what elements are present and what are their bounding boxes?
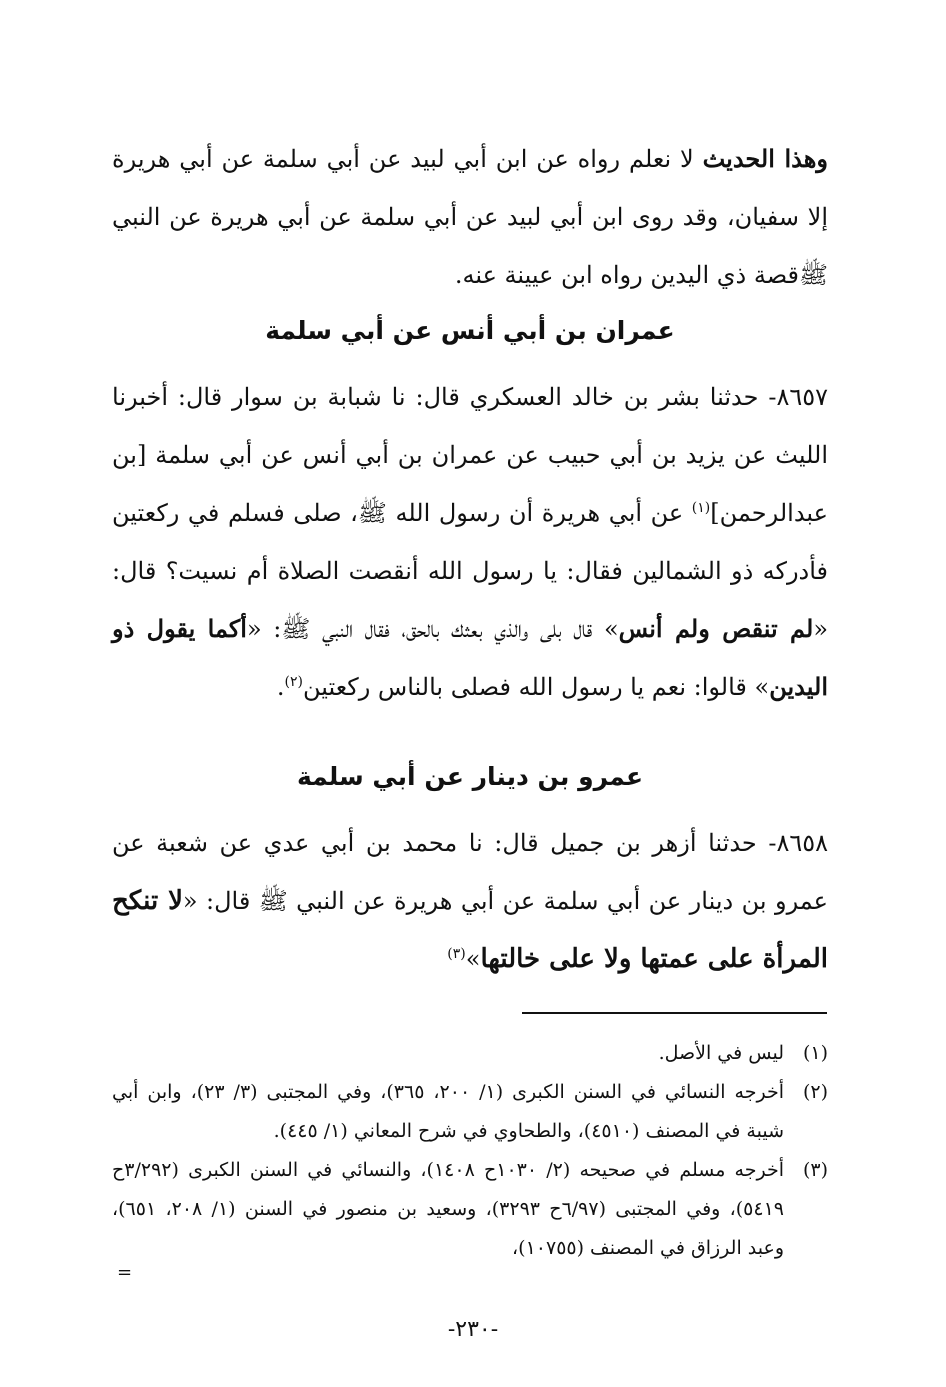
footnote-number: (١) xyxy=(802,1042,828,1064)
hadith-end: . xyxy=(276,673,285,701)
section-heading-amr: عمرو بن دينار عن أبي سلمة xyxy=(296,762,644,791)
footnote-ref-1: (١) xyxy=(691,500,711,516)
footnote-2 xyxy=(112,1073,828,1151)
footnote-number: (٣) xyxy=(802,1159,828,1181)
quote-close: » xyxy=(465,945,481,973)
footnote-divider xyxy=(522,1012,827,1014)
hadith-matn-1: عن أبي هريرة أن رسول الله ﷺ، صلى فسلم في ركعتين فأدركه ذو الشمالين فقال: يا رسول الله أنقصت الصلاة أم نسيت؟ قال: « xyxy=(112,499,829,643)
hadith-isnad: ٨٦٥٨- حدثنا أزهر بن جميل قال: نا محمد بن أبي عدي عن شعبة عن عمرو بن دينار عن أبي سلمة عن أبي هريرة عن النبي ﷺ قال: « xyxy=(112,829,829,915)
hadith-text xyxy=(112,368,828,716)
continuation-mark: = xyxy=(117,1262,133,1283)
bold-lead: وهذا الحديث xyxy=(702,144,828,173)
footnote-number: (٢) xyxy=(802,1081,828,1103)
footnotes xyxy=(112,1034,828,1268)
hadith-text xyxy=(112,814,828,988)
hadith-matn-3: » قالوا: نعم يا رسول الله فصلى بالناس ركعتين xyxy=(302,673,770,701)
hadith-8657 xyxy=(112,368,828,716)
footnote-text: أخرجه مسلم في صحيحه (٢/ ١٠٣٠ح ١٤٠٨)، والنسائي في السنن الكبرى (٣/٢٩٢ح ٥٤١٩)، وفي المجتبى (٦/٩٧ح ٣٢٩٣)، وسعيد بن منصور في السنن (١/ ٢٠٨، ٦٥١)، وعبد الرزاق في المصنف (١٠٧٥٥)، xyxy=(112,1159,784,1259)
page-number: -٢٣٠- xyxy=(447,1317,499,1342)
hadith-matn-2: » قال بلى والذي بعثك بالحق، فقال النبي ﷺ: « xyxy=(246,615,619,643)
quote-bold-1: لم تنقص ولم أنس xyxy=(618,614,814,643)
footnote-ref-3: (٣) xyxy=(447,946,466,962)
section-heading-imran: عمران بن أبي أنس عن أبي سلمة xyxy=(265,316,675,345)
footnote-1 xyxy=(112,1034,828,1073)
quote-bold-2: أكما يقول ذو اليدين xyxy=(112,614,828,701)
footnote-ref-2: (٢) xyxy=(284,674,303,690)
paragraph-body: لا نعلم رواه عن ابن أبي لبيد عن أبي سلمة عن أبي هريرة إلا سفيان، وقد روى ابن أبي لبيد عن أبي سلمة عن أبي هريرة عن النبي ﷺقصة ذي اليدين رواه ابن عيينة عنه. xyxy=(112,145,828,289)
footnote-3 xyxy=(112,1151,828,1268)
quote-bold: لا تنكح المرأة على عمتها ولا على خالتها xyxy=(112,886,828,974)
hadith-isnad: ٨٦٥٧- حدثنا بشر بن خالد العسكري قال: نا شبابة بن سوار قال: أخبرنا الليث عن يزيد بن أبي حبيب عن عمران بن أبي أنس عن أبي سلمة [بن عبدالرحمن] xyxy=(112,383,828,527)
footnote-text: أخرجه النسائي في السنن الكبرى (١/ ٢٠٠، ٣٦٥)، وفي المجتبى (٣/ ٢٣)، وابن أبي شيبة في المصنف (٤٥١٠)، والطحاوي في شرح المعاني (١/ ٤٤٥). xyxy=(112,1081,784,1142)
paragraph-intro xyxy=(112,130,828,304)
hadith-8658 xyxy=(112,814,828,988)
paragraph-text xyxy=(112,130,828,304)
footnote-text: ليس في الأصل. xyxy=(658,1042,784,1064)
